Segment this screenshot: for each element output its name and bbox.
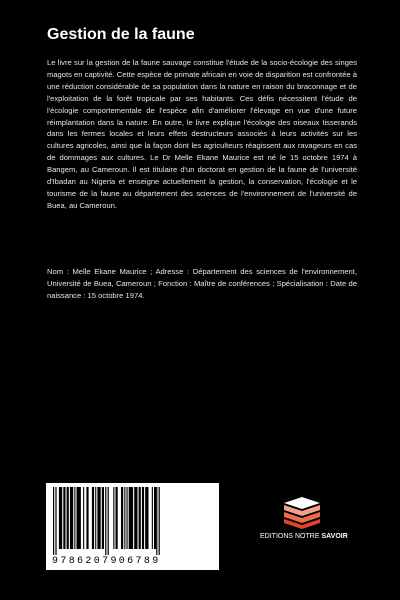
barcode-bar	[95, 487, 96, 549]
barcode-bar	[159, 487, 160, 555]
barcode-bar	[63, 487, 65, 549]
barcode-bar	[67, 487, 69, 549]
barcode-bar	[74, 487, 75, 549]
barcode-bar	[154, 487, 156, 549]
barcode-bar	[139, 487, 141, 549]
isbn-number: 9786207906789	[52, 556, 161, 567]
barcode-bar	[53, 487, 54, 555]
barcode-bar	[59, 487, 62, 549]
barcode-bar	[105, 487, 106, 555]
author-info: Nom : Melle Ekane Maurice ; Adresse : Département des sciences de l'environnement, Université de Buea, Cameroun ; Fonction : Maître de conférences ; Spécialisation : Date de naissance : 15 octobre 1974.	[47, 267, 357, 300]
stacked-books-logo-icon	[280, 495, 324, 529]
barcode-bar	[142, 487, 144, 549]
barcode-bar	[83, 487, 84, 549]
barcode-bar	[70, 487, 73, 549]
barcode-bar	[116, 487, 118, 549]
barcode-bar	[124, 487, 125, 549]
barcode-bar	[127, 487, 128, 549]
barcode-bar	[102, 487, 104, 549]
publisher-logo	[260, 495, 348, 555]
isbn-barcode	[46, 483, 219, 570]
barcode-bar	[145, 487, 148, 549]
barcode-bar	[156, 487, 157, 555]
barcode-bar	[152, 487, 153, 549]
publisher-name-prefix: EDITIONS NOTRE	[260, 533, 322, 540]
barcode-bar	[108, 487, 109, 555]
barcode-bar	[77, 487, 81, 549]
barcode-bar	[86, 487, 88, 549]
barcode-bar	[113, 487, 114, 549]
publisher-name-suffix: SAVOIR	[321, 533, 348, 540]
book-title: Gestion de la faune	[47, 26, 195, 43]
publisher-name	[260, 533, 348, 540]
barcode-bars	[51, 487, 214, 555]
barcode-bar	[134, 487, 137, 549]
barcode-bar	[129, 487, 133, 549]
barcode-bar	[92, 487, 94, 549]
book-description: Le livre sur la gestion de la faune sauvage constitue l'étude de la socio-écologie des singes magots en captivité. Cette espèce de primate africain en voie de disparition est confrontée à une réduction considérable de sa population dans la nature en raison du braconnage et de l'exploitation de la forêt tropicale par ses habitants. Ces défis nécessitent l'étude de l'écologie comportementale de l'espèce afin d'améliorer l'élevage en vue d'une future réimplantation dans la nature. En outre, le livre explique l'écologie des oiseaux tisserands dans les fermes locales et leurs effets destructeurs associés à leurs activités sur les cultures agricoles, ainsi que la façon dont les agriculteurs réagissent aux ravageurs en cas de dommages aux cultures. Le Dr Melle Ekane Maurice est né le 15 octobre 1974 à Bangem, au Cameroun. Il est titulaire d'un doctorat en gestion de la faune de l'université d'Ibadan au Nigeria et enseigne actuellement la gestion, la conservation, l'écologie et le tourisme de la faune au département des sciences de l'environnement de l'université de Buea, au Cameroun.	[47, 58, 357, 210]
barcode-bar	[97, 487, 100, 549]
barcode-bar	[121, 487, 123, 549]
barcode-bar	[55, 487, 56, 555]
